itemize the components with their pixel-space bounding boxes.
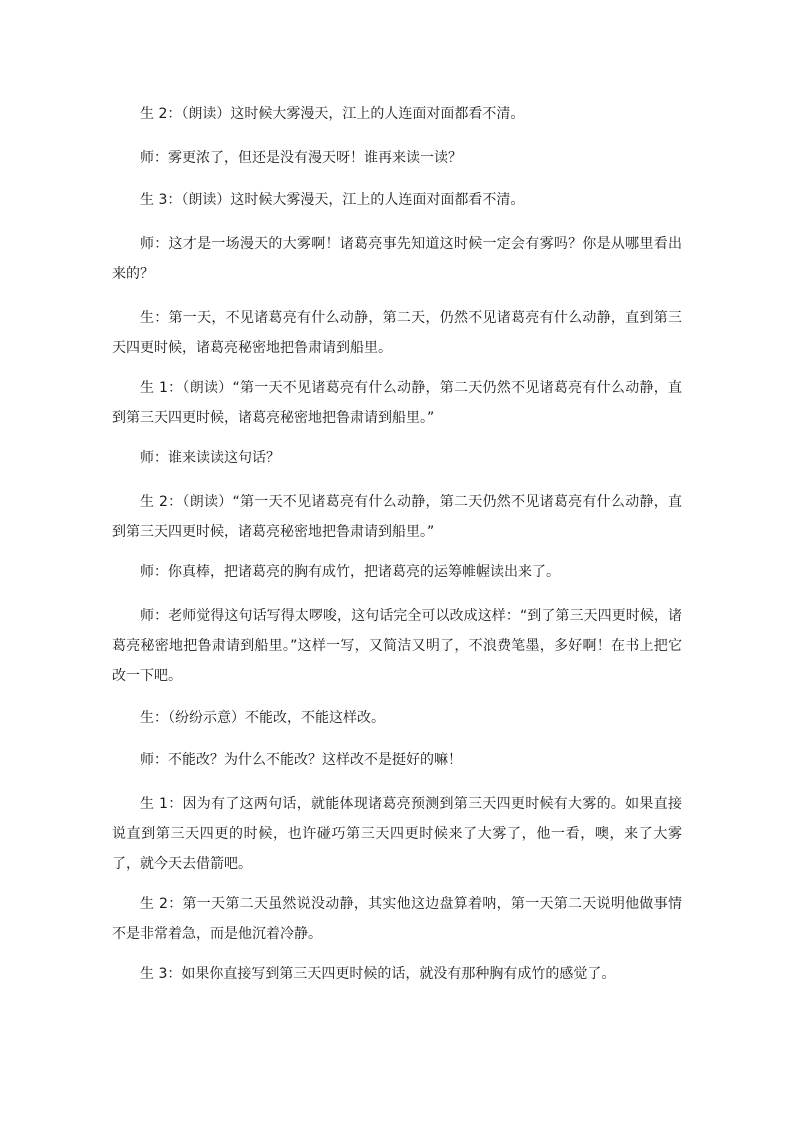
- paragraph-teacher-praise: 师：你真棒，把诸葛亮的胸有成竹，把诸葛亮的运筹帷幄读出来了。: [140, 564, 560, 580]
- paragraph-teacher-who-reads: 师：谁来读读这句话？: [140, 450, 280, 466]
- paragraph-student1-reading: 生 1：（朗读）“第一天不见诸葛亮有什么动静，第二天仍然不见诸葛亮有什么动静，直到第三天四更时候，诸葛亮秘密地把鲁肃请到船里。”: [112, 380, 682, 426]
- paragraph-student-answer: 生：第一天，不见诸葛亮有什么动静，第二天，仍然不见诸葛亮有什么动静，直到第三天四更时候，诸葛亮秘密地把鲁肃请到船里。: [112, 310, 682, 356]
- paragraph-teacher-why: 师：不能改？为什么不能改？这样改不是挺好的嘛！: [140, 752, 462, 768]
- paragraph-teacher-fog: 师：雾更浓了，但还是没有漫天呀！谁再来读一读？: [140, 150, 462, 166]
- paragraph-student1-explain: 生 1：因为有了这两句话，就能体现诸葛亮预测到第三天四更时候有大雾的。如果直接说直到第三天四更的时候，也许碰巧第三天四更时候来了大雾了，他一看，噢，来了大雾了，就今天去借箭吧。: [112, 796, 682, 872]
- paragraph-student2-reading-again: 生 2：（朗读）“第一天不见诸葛亮有什么动静，第二天仍然不见诸葛亮有什么动静，直到第三天四更时候，诸葛亮秘密地把鲁肃请到船里。”: [112, 494, 682, 540]
- paragraph-students-object: 生：（纷纷示意）不能改，不能这样改。: [140, 710, 385, 726]
- paragraph-student2-explain: 生 2：第一天第二天虽然说没动静，其实他这边盘算着呐，第一天第二天说明他做事情不是非常着急，而是他沉着冷静。: [112, 896, 682, 942]
- paragraph-student2-reading: 生 2：（朗读）这时候大雾漫天，江上的人连面对面都看不清。: [140, 106, 525, 122]
- paragraph-teacher-question: 师：这才是一场漫天的大雾啊！诸葛亮事先知道这时候一定会有雾吗？你是从哪里看出来的？: [112, 236, 682, 282]
- paragraph-student3-explain: 生 3：如果你直接写到第三天四更时候的话，就没有那种胸有成竹的感觉了。: [140, 966, 616, 982]
- paragraph-student3-reading: 生 3：（朗读）这时候大雾漫天，江上的人连面对面都看不清。: [140, 192, 525, 208]
- paragraph-teacher-suggest-edit: 师：老师觉得这句话写得太啰唆，这句话完全可以改成这样：“到了第三天四更时候，诸葛亮秘密地把鲁肃请到船里。”这样一写，又简洁又明了，不浪费笔墨，多好啊！在书上把它改一下吧。: [112, 608, 682, 684]
